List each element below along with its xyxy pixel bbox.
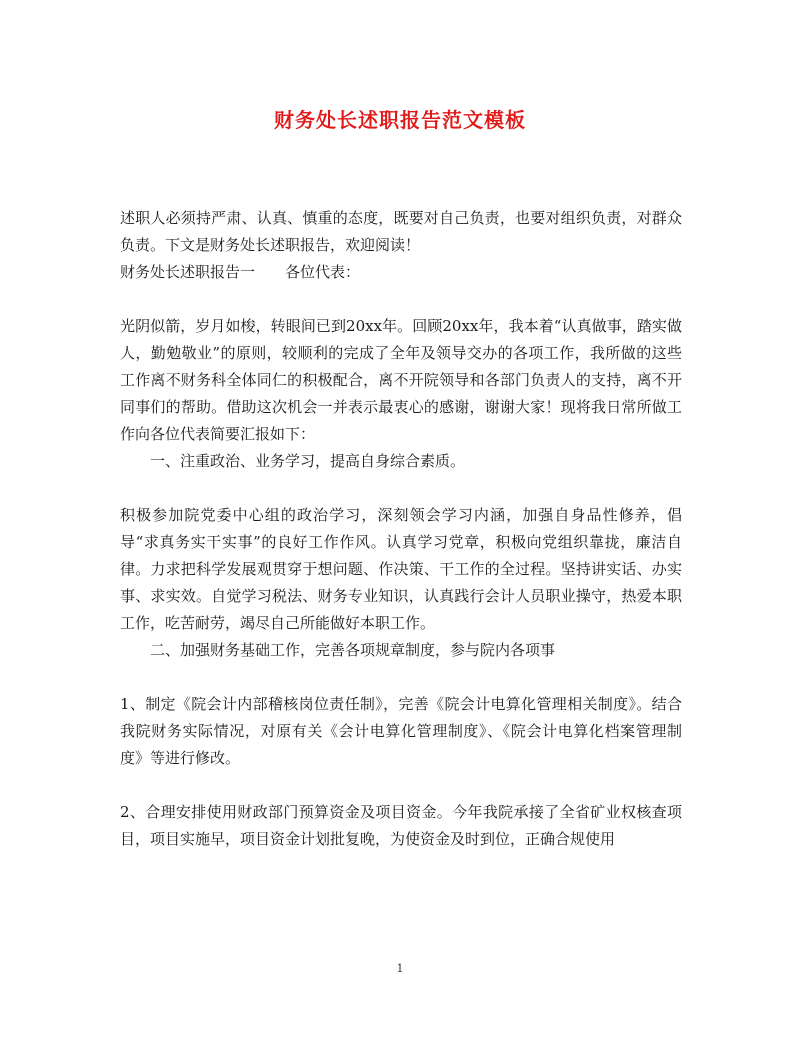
paragraph-report-heading: 财务处长述职报告一 各位代表： (120, 263, 361, 281)
document-title: 财务处长述职报告范文模板 (274, 108, 526, 132)
paragraph-item-1: 1、制定《院会计内部稽核岗位责任制》，完善《院会计电算化管理相关制度》。结合我院财务实际情况，对原有关《会计电算化管理制度》、《院会计电算化档案管理制度》等进行修改。 (120, 695, 682, 767)
paragraph-intro: 述职人必须持严肃、认真、慎重的态度，既要对自己负责，也要对组织负责，对群众负责。下文是财务处长述职报告，欢迎阅读！ (120, 209, 682, 254)
paragraph-gap (120, 286, 682, 313)
page-number: 1 (396, 962, 404, 975)
section-heading-1: 一、注重政治、业务学习，提高自身综合素质。 (150, 452, 466, 470)
paragraph-gap (120, 664, 682, 691)
paragraph-gap (120, 475, 682, 502)
document-body (120, 205, 682, 853)
paragraph-item-2: 2、合理安排使用财政部门预算资金及项目资金。今年我院承接了全省矿业权核查项目，项目实施早，项目资金计划批复晚，为使资金及时到位，正确合规使用 (120, 803, 682, 848)
section-heading-2: 二、加强财务基础工作，完善各项规章制度，参与院内各项事 (150, 641, 556, 659)
paragraph-section-1-body: 积极参加院党委中心组的政治学习，深刻领会学习内涵，加强自身品性修养，倡导“求真务实干实事”的良好工作作风。认真学习党章，积极向党组织靠拢，廉洁自律。力求把科学发展观贯穿于想问题、作决策、干工作的全过程。坚持讲实话、办实事、求实效。自觉学习税法、财务专业知识，认真践行会计人员职业操守，热爱本职工作，吃苦耐劳，竭尽自己所能做好本职工作。 (120, 506, 682, 632)
paragraph-gap (120, 772, 682, 799)
paragraph-opening: 光阴似箭，岁月如梭，转眼间已到20xx年。回顾20xx年，我本着“认真做事，踏实做人，勤勉敬业”的原则，较顺利的完成了全年及领导交办的各项工作，我所做的这些工作离不财务科全体同仁的积极配合，离不开院领导和各部门负责人的支持，离不开同事们的帮助。借助这次机会一并表示最衷心的感谢，谢谢大家！现将我日常所做工作向各位代表简要汇报如下： (120, 317, 682, 443)
